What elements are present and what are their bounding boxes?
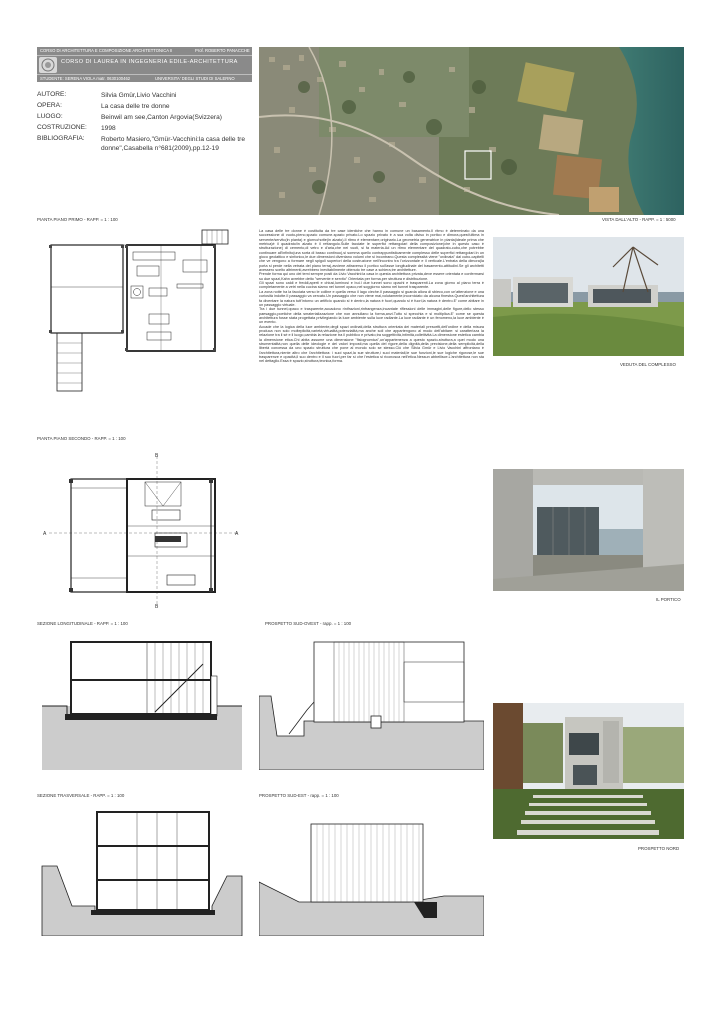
plan1-caption: PIANTA PIANO PRIMO - RAPP. = 1 : 100 [37, 217, 118, 222]
north-elevation-photo [493, 703, 684, 839]
header-top-row [37, 47, 252, 56]
trans-section-caption: SEZIONE TRASVERSALE - RAPP. = 1 : 100 [37, 793, 125, 798]
info-value: Silvia Gmür,Livio Vacchini [101, 92, 177, 99]
student-matricola: matr. 0630100462 [96, 76, 131, 81]
student-label: STUDENTE [40, 76, 63, 81]
complex-caption: VEDUTA DEL COMPLESSO [620, 362, 676, 367]
info-key: AUTORE: [37, 91, 67, 98]
info-value: 1998 [101, 125, 116, 132]
first-floor-plan [37, 226, 252, 396]
header-course-title: CORSO DI LAUREA IN INGEGNERIA EDILE-ARCHITETTURA [61, 59, 238, 65]
section-b-marker-top: B [155, 453, 159, 459]
info-key: LUOGO: [37, 113, 63, 120]
description-paragraph: La zona notte ha la facciata verso le colline e quella verso il lago cieche.Il passaggio si guarda allora di sbieco,con un'attenzione e una curiosità indotte.Il passaggio va cercato.Un passaggio che non viene mai,volutamente,incorniciato da alcuna finestra.Quest'architettura fa diventare la natura tutt'intorno un artificio quando si è dentro,la natura è fuori,quando si è fuori,la natura è dentro.E' come abitare in un passaggio virtuale. [259, 289, 484, 307]
elev-so-caption: PROSPETTO SUD-OVEST - rapp. = 1 : 100 [265, 621, 352, 626]
southwest-elevation [259, 636, 484, 770]
info-value: Beinwil am see,Canton Argovia(Svizzera) [101, 114, 222, 121]
portico-photo [493, 469, 684, 591]
university-logo-icon [39, 57, 57, 73]
header-course-subject: CORSO DI ARCHITETTURA E COMPOSIZIONE ARCHITETTONICA II [40, 48, 173, 53]
plan2-caption: PIANTA PIANO SECONDO - RAPP. = 1 : 100 [37, 436, 126, 441]
transverse-section [37, 806, 252, 936]
info-key: OPERA: [37, 102, 62, 109]
header-professor: Prof. ROBERTO PANACCHE [195, 48, 250, 53]
info-key: BIBLIOGRAFIA: [37, 135, 85, 142]
info-value: Roberto Masiero,"Gmür-Vacchini:la casa delle tre donne",Casabella n°681(2009),pp.12-19 [101, 136, 246, 152]
description-paragraph: Tra i due tunnel,opaco e trasparente,accadono rinifrazioni,rinfrangenza,incantate riflessioni delle immagini,delle figure,dello stesso paesaggio,poetiche della smaterializzazione che non annullano la forma,anzi.Tutto si specchia e si moltiplica.E' come se questa architettura fosse stata progettata privilegiando la luce ambiente sulla luce radiante.La luce radiante è un fenomeno,la luce ambiente è un evento. [259, 307, 484, 325]
student-name: SERENA VIOLA [64, 76, 96, 81]
complex-photo [493, 237, 684, 356]
longitudinal-section [37, 636, 252, 770]
description-paragraph: Accade che la logica della luce ambiente,degli spazi ordinati,della struttura orientata dei materiali prescelti,dell'ordine e della misura produca non solo molteplicità,varietà,virtualità,potenzialità,ma anche soli che appartengono al modo dell'abitare: si caratterizza la relazione tra il sé e il luogo,cambia la relazione tra il pubblico e privato,tra soggettività,intimità,collettività.La dimensione estetica cambia la dimensione etica.Chi abita assume una dimensione "fisiognomica",un'appartenenza a questo spazio-struttura,a quei modo una strumentalità,non quella delle ideologie e dei valori imposti,ma quella del rigore,della dignità,della precisione,della semplicità,della libertà concessa da uno spazio struttura che pone al mondo solo se stesso.Ciò che Silvia Gmür e Livio Vacchini affrontano è l'architettura,niente altro che l'architettura: i suoi spazi,la sue strutture,i suoi materiali,le sue funzioni,le sue logiche rigorose,le sue trasparenze e opacità,il suo dentro e il suo fuori,per far sì che l'estetica si riconosca nell'etica.Nessun abbellisce.L'architettura non sta nel dettaglio.Essa è spazio,struttura,tecnica,forma. [259, 324, 484, 364]
long-section-caption: SEZIONE LONGITUDINALE - RAPP. = 1 : 100 [37, 621, 128, 626]
section-a-marker-left: A [43, 531, 47, 537]
student-info: STUDENTE: SERENA VIOLA matr. 0630100462 [40, 76, 131, 81]
description-paragraph: Prende forma qui uno dei temi sempre posti da Livio Vacchini:la casa in questa architettura privata,deve essere orientata e confermarsi su due spazi,Kahn avrebbe detto "servente e servito" Orientata per forma,per struttura e distribuzione. [259, 272, 484, 281]
project-description [259, 229, 484, 364]
section-a-marker-right: A [235, 531, 239, 537]
section-b-marker-bottom: B [155, 604, 159, 610]
course-header [37, 47, 252, 82]
portico-caption: IL PORTICO [656, 597, 681, 602]
aerial-photo [259, 47, 684, 215]
north-caption: PROSPETTO NORD [638, 846, 680, 851]
second-floor-plan [37, 448, 252, 610]
info-value: La casa delle tre donne [101, 103, 170, 110]
description-paragraph: La casa delle tre donne è costituita da tre case identiche che hanno in comune un basamento.Il ritmo è determinato da una successione di vuoto-pieno,spazio comune-spazio privato.Lo spazio privato è a sua volta diviso in portico e dimora,quest'ultima in servente/servito(in pianta) e giorno/notte(in alzato).Il ritmo è elementare,originario.La geometria generatrice in pianta(ideale prima che metrica)è il quadrato/in alzato è il rettangolo.Sulle facciate le superfici rettangolari della composizione(che in questo caso è strutturazione) di cemento,di vetro e d'aria,che nei vuoti, si fa materia.Ad un ritmo elementare del quadrato-cubo,che potrebbe continuare all'infinito(una sorta di basso continuo),si somma quello contrappuntisticamente complesso delle superfici rettangolari.In un gioco geolattico e sinfonico,le due dimensioni diventano volumi che si incontrano.Questa complessità viene "ordinata" dai cubo-capitelli che ve vengono a formare negli spigoli superiori della costruzione nell'incontro tra l'orizzontale e il verticale.L'entrata della dimora(la porta si perde nella vetrata del piano terra),avviene attraverso il portico sull'asse longitudinale del basamento-attitudini.Se gli architetti avessero scelto altrimenti,avrebbero inevitabilmente ottenuto tre case a schiera,tre architetture. [259, 229, 484, 273]
header-university: UNIVERSITA' DEGLI STUDI DI SALERNO [155, 76, 235, 81]
header-student-row [37, 74, 252, 83]
aerial-caption: VISTA DALL'ALTO - RAPP. = 1 : 5000 [602, 217, 676, 222]
southeast-elevation [259, 806, 484, 936]
info-key: COSTRUZIONE: [37, 124, 87, 131]
elev-se-caption: PROSPETTO SUD-EST - rapp. = 1 : 100 [259, 793, 339, 798]
description-paragraph: Gli spazi sono caldi e freddi,aperti e chiusi,luminosi e bui.I due tunnel sono opachi e trasparenti.La zona giorno al piano terra è completamente a vetri nella cucina siamo nel tunnel opaco,nel soggiorno siamo nel tunnel trasparente. [259, 281, 484, 290]
